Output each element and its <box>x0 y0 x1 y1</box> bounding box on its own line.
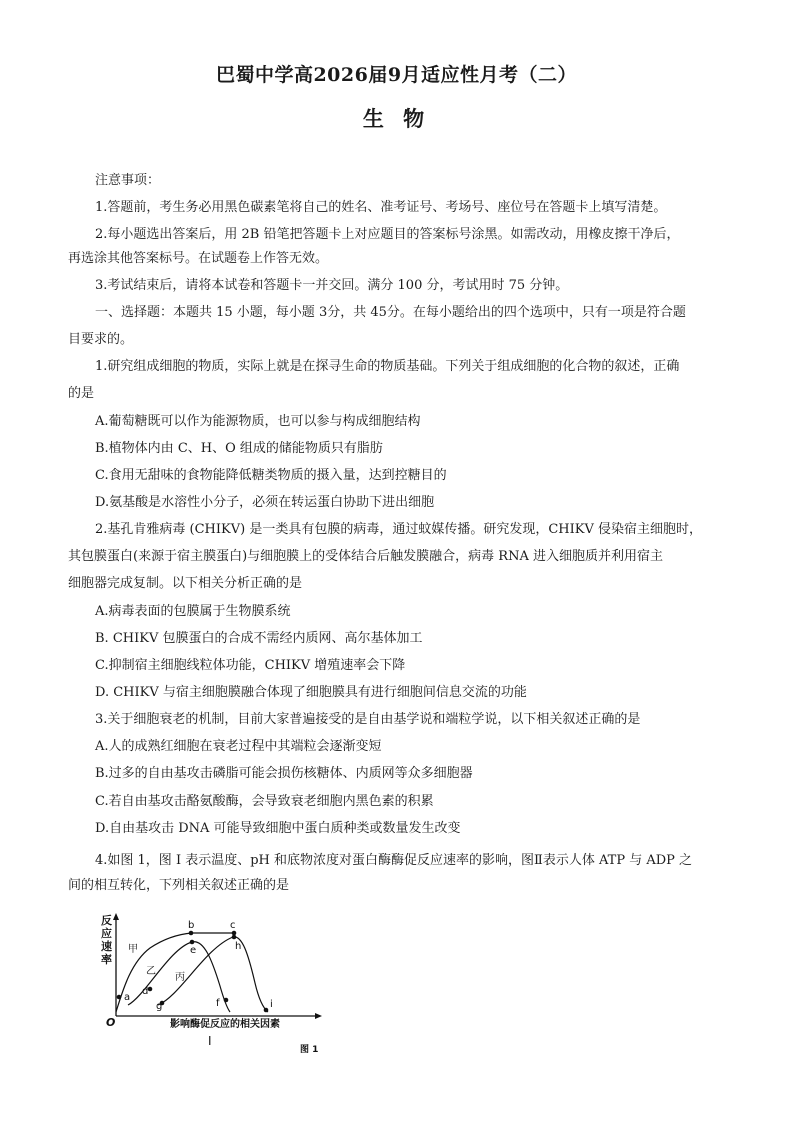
q1-option-c: C.食用无甜味的食物能降低糖类物质的摄入量，达到控糖目的 <box>95 468 447 483</box>
point-h <box>232 935 237 940</box>
label-b: b <box>188 920 195 931</box>
q2-option-b: B. CHIKV 包膜蛋白的合成不需经内质网、高尔基体加工 <box>95 631 423 646</box>
q4-stem-line-2: 间的相互转化，下列相关叙述正确的是 <box>68 878 290 893</box>
q3-option-c: C.若自由基攻击酪氨酸酶，会导致衰老细胞内黑色素的积累 <box>95 794 434 809</box>
q3-option-b: B.过多的自由基攻击磷脂可能会损伤核糖体、内质网等众多细胞器 <box>95 766 473 781</box>
point-i <box>264 1008 269 1013</box>
section-1-instructions-cont: 目要求的。 <box>68 332 134 347</box>
panel-label: I <box>208 1034 212 1048</box>
q1-option-a: A.葡萄糖既可以作为能源物质，也可以参与构成细胞结构 <box>95 414 421 429</box>
q2-option-a: A.病毒表面的包膜属于生物膜系统 <box>95 604 291 619</box>
y-label-char-1: 反 <box>101 914 112 927</box>
label-curve-bing: 丙 <box>175 972 185 983</box>
point-a <box>117 995 122 1000</box>
x-axis-label: 影响酶促反应的相关因素 <box>170 1019 280 1030</box>
label-i: i <box>270 999 273 1010</box>
point-d <box>148 987 153 992</box>
notice-item-2-line-2: 再选涂其他答案标号。在试题卷上作答无效。 <box>68 251 329 266</box>
point-b <box>189 931 194 936</box>
q1-stem-line-2: 的是 <box>68 386 95 401</box>
y-label-char-3: 速 <box>101 940 112 953</box>
q3-option-a: A.人的成熟红细胞在衰老过程中其端粒会逐渐变短 <box>95 739 382 754</box>
q3-stem: 3.关于细胞衰老的机制，目前大家普遍接受的是自由基学说和端粒学说，以下相关叙述正确的是 <box>95 712 641 727</box>
q1-stem-line-1: 1.研究组成细胞的物质，实际上就是在探寻生命的物质基础。下列关于组成细胞的化合物的叙述，正确 <box>95 359 680 374</box>
figure-1 <box>100 908 330 1058</box>
label-f: f <box>216 998 220 1009</box>
section-1-instructions: 一、选择题：本题共 15 小题，每小题 3分，共 45分。在每小题给出的四个选项中，只有一项是符合题 <box>95 305 686 320</box>
q1-option-b: B.植物体内由 C、H、O 组成的储能物质只有脂肪 <box>95 441 383 456</box>
label-c: c <box>230 920 236 931</box>
label-a: a <box>124 992 131 1003</box>
point-c <box>232 931 237 936</box>
label-d: d <box>142 986 149 997</box>
label-curve-jia: 甲 <box>128 944 138 955</box>
y-label-char-4: 率 <box>101 953 112 966</box>
label-g: g <box>156 1001 163 1012</box>
q4-stem-line-1: 4.如图 1，图 I 表示温度、pH 和底物浓度对蛋白酶酶促反应速率的影响，图Ⅱ表示人体 ATP 与 ADP 之 <box>95 853 693 868</box>
y-axis-arrow <box>113 913 119 920</box>
notice-item-2-line-1: 2.每小题选出答案后，用 2B 铅笔把答题卡上对应题目的答案标号涂黑。如需改动，用橡皮擦干净后， <box>95 227 680 242</box>
q2-stem-line-2: 其包膜蛋白(来源于宿主膜蛋白)与细胞膜上的受体结合后触发膜融合，病毒 RNA 进入细胞质并利用宿主 <box>68 549 663 564</box>
exam-title: 巴蜀中学高2026届9月适应性月考（二） <box>215 64 578 86</box>
q2-option-c: C.抑制宿主细胞线粒体功能，CHIKV 增殖速率会下降 <box>95 658 406 673</box>
x-axis-arrow <box>315 1013 322 1019</box>
label-e: e <box>190 945 197 956</box>
notice-heading: 注意事项： <box>95 173 161 188</box>
q2-stem-line-1: 2.基孔肯雅病毒 (CHIKV) 是一类具有包膜的病毒，通过蚊媒传播。研究发现，CHIKV 侵染宿主细胞时， <box>95 522 702 537</box>
enzyme-rate-graph <box>100 908 330 1058</box>
q2-option-d: D. CHIKV 与宿主细胞膜融合体现了细胞膜具有进行细胞间信息交流的功能 <box>95 685 527 700</box>
notice-item-3: 3.考试结束后，请将本试卷和答题卡一并交回。满分 100 分，考试用时 75 分钟。 <box>95 278 569 293</box>
notice-item-1: 1.答题前，考生务必用黑色碳素笔将自己的姓名、准考证号、考场号、座位号在答题卡上填写清楚。 <box>95 200 667 215</box>
q2-stem-line-3: 细胞器完成复制。以下相关分析正确的是 <box>68 576 303 591</box>
point-f <box>224 998 229 1003</box>
y-label-char-2: 应 <box>101 927 112 940</box>
point-e <box>190 940 195 945</box>
q3-option-d: D.自由基攻击 DNA 可能导致细胞中蛋白质种类或数量发生改变 <box>95 821 461 836</box>
subject-title: 生 物 <box>362 106 431 131</box>
label-curve-yi: 乙 <box>146 966 156 977</box>
q1-option-d: D.氨基酸是水溶性小分子，必须在转运蛋白协助下进出细胞 <box>95 495 435 510</box>
label-h: h <box>235 941 242 952</box>
figure-caption: 图 1 <box>300 1045 319 1055</box>
origin-label: O <box>106 1016 116 1029</box>
